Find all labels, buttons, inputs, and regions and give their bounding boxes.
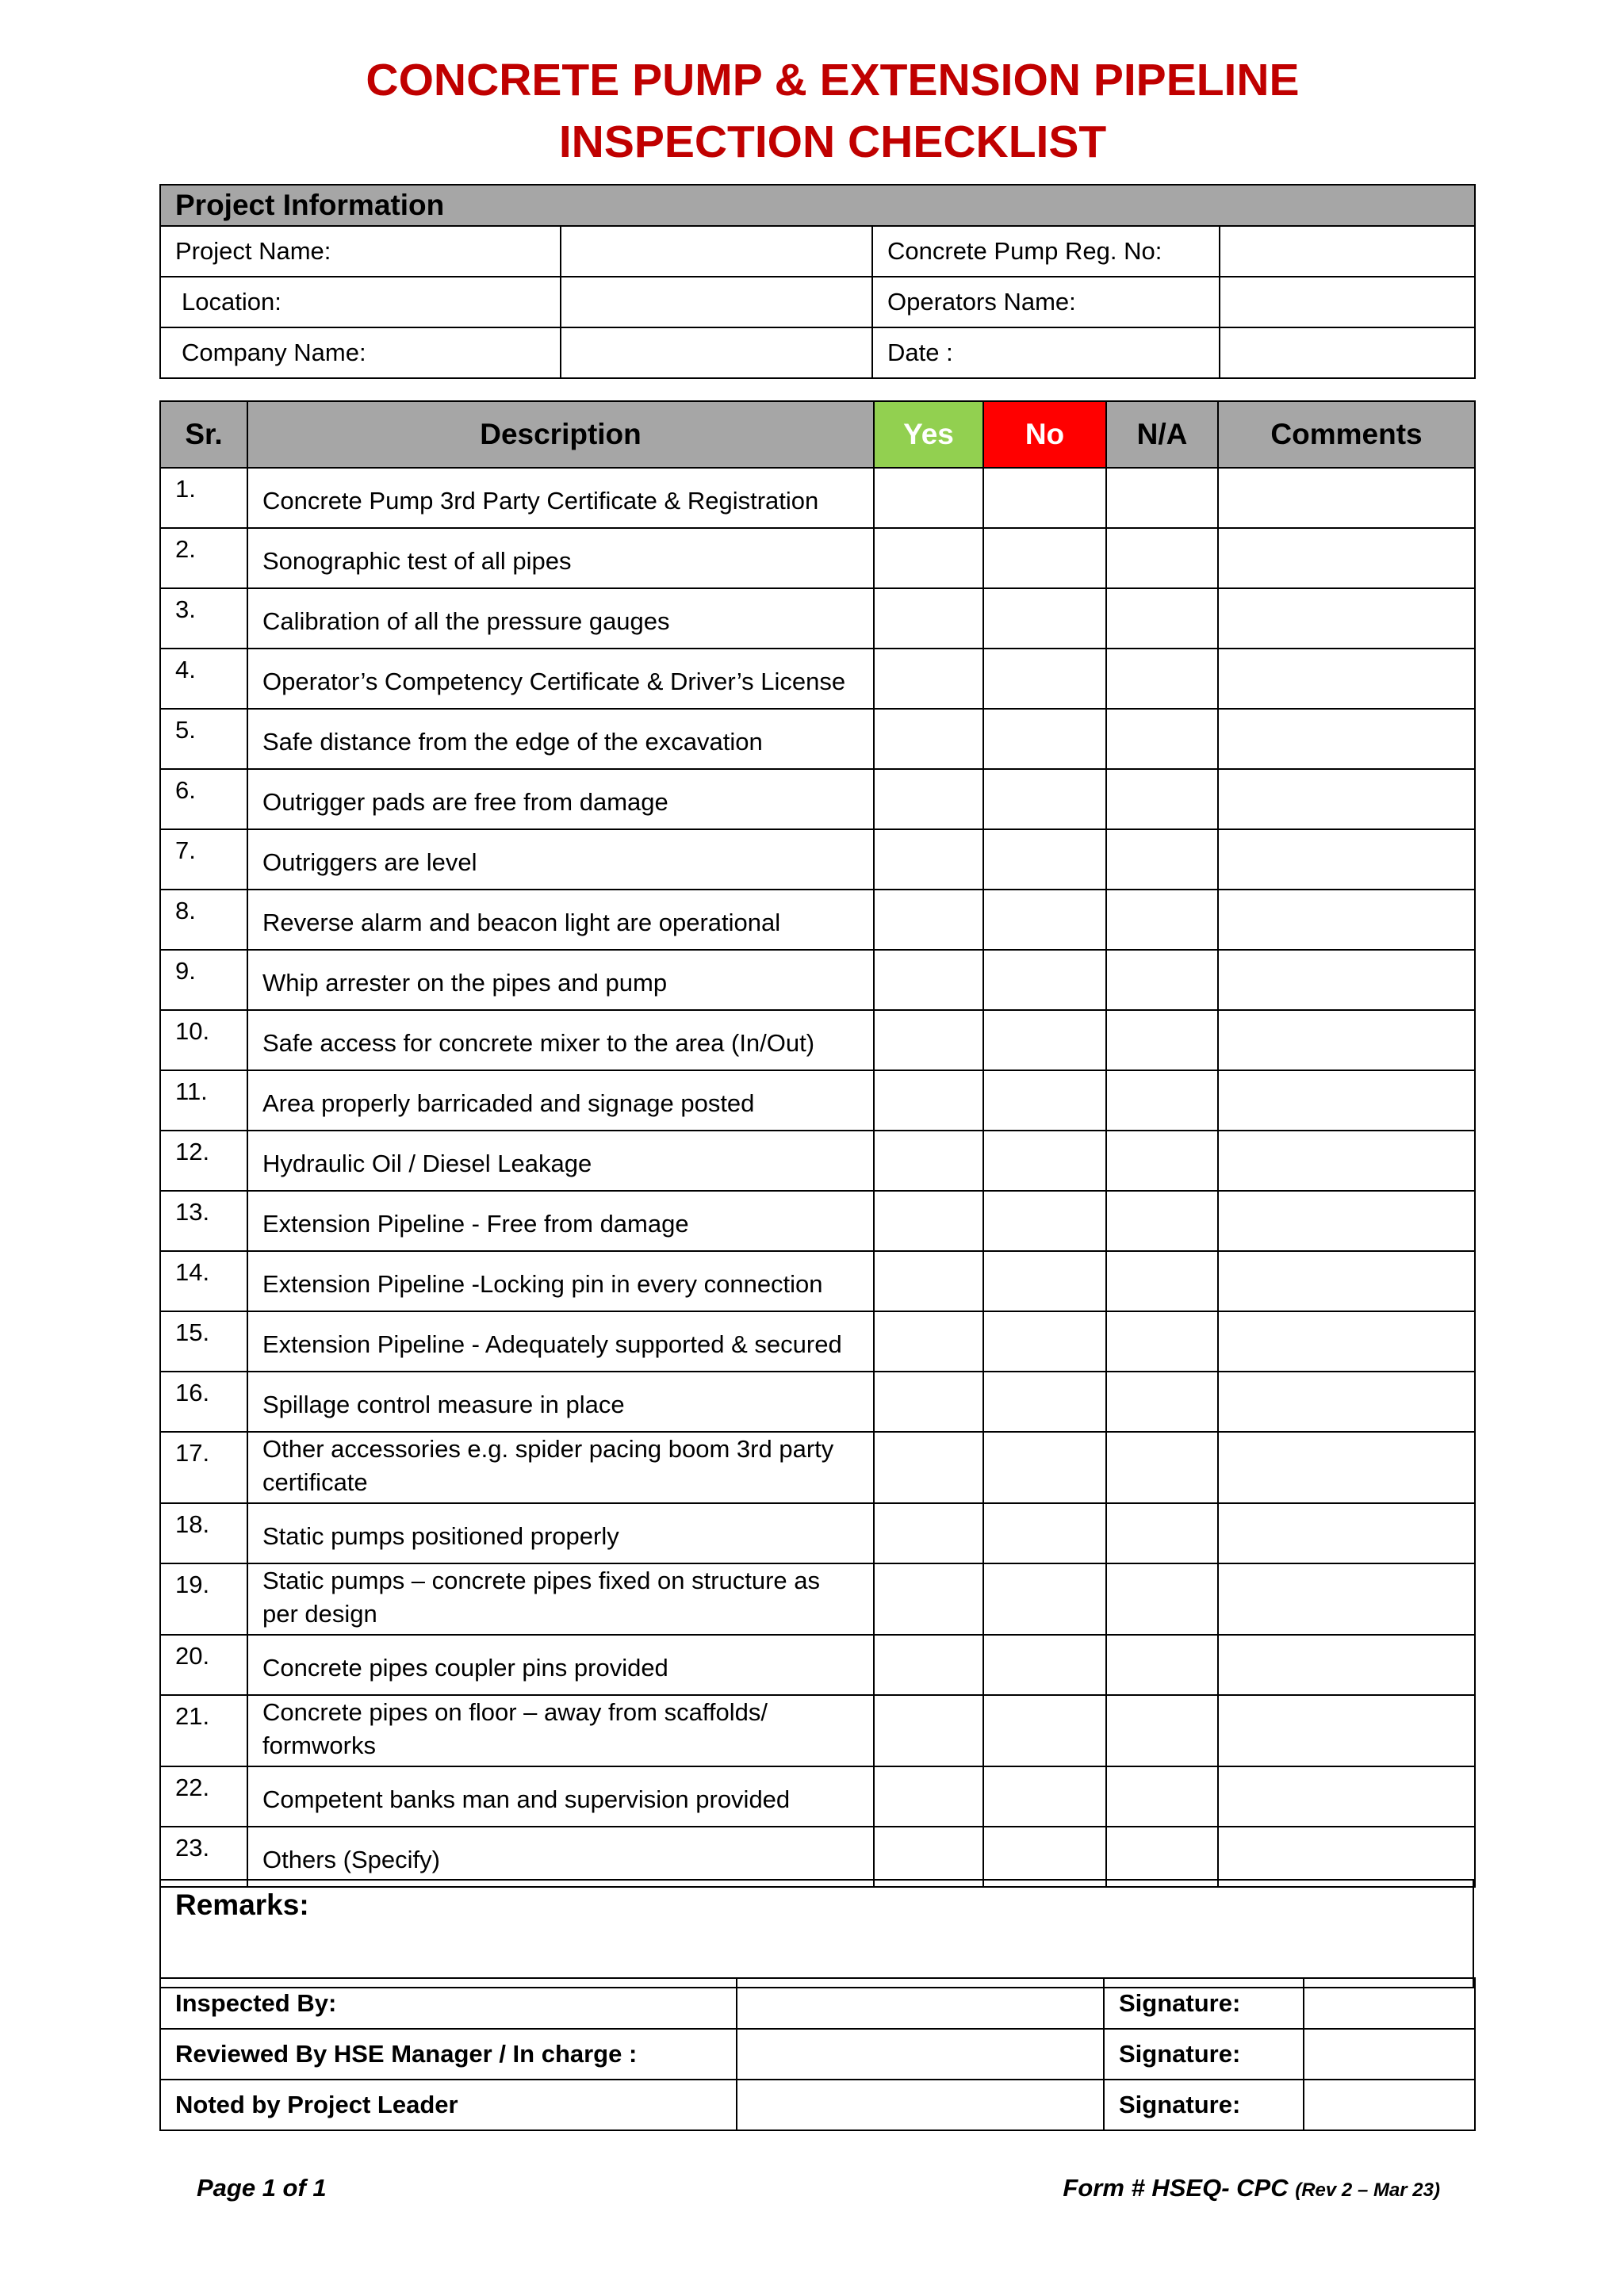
comments-cell[interactable] [1218,1695,1475,1766]
checklist-row [160,649,1475,709]
na-cell[interactable] [1106,1635,1218,1695]
row-number: 14. [160,1251,247,1311]
row-description: Operator’s Competency Certificate & Driver’s License [247,649,874,709]
checklist-row [160,1563,1475,1635]
comments-cell[interactable] [1218,649,1475,709]
yes-cell[interactable] [874,1372,983,1432]
no-cell[interactable] [983,528,1106,588]
yes-cell[interactable] [874,1766,983,1827]
yes-cell[interactable] [874,1695,983,1766]
row-description: Safe access for concrete mixer to the area (In/Out) [247,1010,874,1070]
row-description: Concrete Pump 3rd Party Certificate & Registration [247,468,874,528]
comments-cell[interactable] [1218,1010,1475,1070]
na-cell[interactable] [1106,769,1218,829]
na-cell[interactable] [1106,1010,1218,1070]
comments-cell[interactable] [1218,709,1475,769]
yes-cell[interactable] [874,1635,983,1695]
pump-reg-field[interactable] [1220,226,1475,277]
comments-cell[interactable] [1218,1563,1475,1635]
checklist-row [160,1251,1475,1311]
row-description: Area properly barricaded and signage posted [247,1070,874,1131]
form-code: Form # HSEQ- CPC [1063,2174,1289,2202]
checklist-row [160,1827,1475,1887]
no-cell[interactable] [983,1635,1106,1695]
row-description: Extension Pipeline -Locking pin in every connection [247,1251,874,1311]
sr-header: Sr. [160,401,247,468]
comments-cell[interactable] [1218,1372,1475,1432]
comments-header: Comments [1218,401,1475,468]
row-description: Outrigger pads are free from damage [247,769,874,829]
na-cell[interactable] [1106,950,1218,1010]
checklist-body [160,468,1475,1887]
na-header: N/A [1106,401,1218,468]
na-cell[interactable] [1106,1827,1218,1887]
yes-cell[interactable] [874,1191,983,1251]
na-cell[interactable] [1106,1131,1218,1191]
comments-cell[interactable] [1218,1766,1475,1827]
row-description: Extension Pipeline - Free from damage [247,1191,874,1251]
comments-cell[interactable] [1218,890,1475,950]
row-number: 7. [160,829,247,890]
yes-cell[interactable] [874,1432,983,1503]
description-header: Description [247,401,874,468]
row-number: 21. [160,1695,247,1766]
na-cell[interactable] [1106,1372,1218,1432]
row-description: Other accessories e.g. spider pacing boom 3rd party certificate [247,1432,874,1503]
row-number: 6. [160,769,247,829]
comments-cell[interactable] [1218,1070,1475,1131]
row-description: Safe distance from the edge of the excavation [247,709,874,769]
row-description: Reverse alarm and beacon light are operational [247,890,874,950]
row-description: Static pumps – concrete pipes fixed on structure as per design [247,1563,874,1635]
title-line-2: INSPECTION CHECKLIST [558,117,1107,167]
no-cell[interactable] [983,709,1106,769]
na-cell[interactable] [1106,649,1218,709]
no-cell[interactable] [983,1695,1106,1766]
inspected-by-field[interactable] [737,1978,1104,2029]
noted-signature-label: Signature: [1104,2080,1304,2130]
inspection-checklist-table [159,400,1476,1888]
row-number: 2. [160,528,247,588]
yes-cell[interactable] [874,1131,983,1191]
row-number: 13. [160,1191,247,1251]
row-description: Static pumps positioned properly [247,1503,874,1563]
checklist-row [160,1070,1475,1131]
row-number: 17. [160,1432,247,1503]
comments-cell[interactable] [1218,1251,1475,1311]
row-description: Outriggers are level [247,829,874,890]
yes-cell[interactable] [874,829,983,890]
project-name-label: Project Name: [160,226,561,277]
yes-cell[interactable] [874,468,983,528]
yes-cell[interactable] [874,1503,983,1563]
row-number: 23. [160,1827,247,1887]
yes-cell[interactable] [874,649,983,709]
row-description: Concrete pipes coupler pins provided [247,1635,874,1695]
reviewed-signature-label: Signature: [1104,2029,1304,2080]
comments-cell[interactable] [1218,1635,1475,1695]
no-cell[interactable] [983,1131,1106,1191]
noted-by-label: Noted by Project Leader [160,2080,737,2130]
document-title [0,49,1624,173]
no-cell[interactable] [983,1432,1106,1503]
no-cell[interactable] [983,1503,1106,1563]
row-number: 18. [160,1503,247,1563]
inspected-signature-label: Signature: [1104,1978,1304,2029]
row-number: 1. [160,468,247,528]
project-name-field[interactable] [561,226,872,277]
yes-cell[interactable] [874,1311,983,1372]
signoff-table [159,1977,1476,2131]
no-cell[interactable] [983,950,1106,1010]
no-cell[interactable] [983,649,1106,709]
row-description: Competent banks man and supervision provided [247,1766,874,1827]
checklist-row [160,468,1475,528]
checklist-row [160,588,1475,649]
na-cell[interactable] [1106,1766,1218,1827]
company-name-field[interactable] [561,327,872,378]
checklist-row [160,1010,1475,1070]
noted-by-field[interactable] [737,2080,1104,2130]
checklist-row [160,1432,1475,1503]
row-number: 8. [160,890,247,950]
yes-cell[interactable] [874,1251,983,1311]
date-label: Date : [872,327,1220,378]
checklist-row [160,1635,1475,1695]
na-cell[interactable] [1106,1251,1218,1311]
na-cell[interactable] [1106,709,1218,769]
checklist-row [160,709,1475,769]
na-cell[interactable] [1106,1070,1218,1131]
title-line-1: CONCRETE PUMP & EXTENSION PIPELINE [366,55,1300,105]
checklist-row [160,769,1475,829]
form-revision: (Rev 2 – Mar 23) [1295,2179,1440,2201]
noted-signature-field[interactable] [1304,2080,1475,2130]
checklist-row [160,528,1475,588]
na-cell[interactable] [1106,890,1218,950]
comments-cell[interactable] [1218,829,1475,890]
checklist-row [160,1503,1475,1563]
checklist-row [160,1372,1475,1432]
row-description: Sonographic test of all pipes [247,528,874,588]
row-number: 10. [160,1010,247,1070]
location-label: Location: [160,277,561,327]
location-field[interactable] [561,277,872,327]
company-name-label: Company Name: [160,327,561,378]
row-number: 3. [160,588,247,649]
na-cell[interactable] [1106,1503,1218,1563]
project-information-heading: Project Information [160,185,1475,226]
reviewed-by-field[interactable] [737,2029,1104,2080]
row-number: 9. [160,950,247,1010]
no-cell[interactable] [983,1251,1106,1311]
reviewed-signature-field[interactable] [1304,2029,1475,2080]
inspected-by-label: Inspected By: [160,1978,737,2029]
na-cell[interactable] [1106,1563,1218,1635]
row-description: Hydraulic Oil / Diesel Leakage [247,1131,874,1191]
na-cell[interactable] [1106,829,1218,890]
remarks-table [159,1879,1474,1988]
row-description: Whip arrester on the pipes and pump [247,950,874,1010]
na-cell[interactable] [1106,1432,1218,1503]
checklist-row [160,950,1475,1010]
checklist-row [160,1695,1475,1766]
no-cell[interactable] [983,1766,1106,1827]
pump-reg-label: Concrete Pump Reg. No: [872,226,1220,277]
no-cell[interactable] [983,1070,1106,1131]
row-number: 19. [160,1563,247,1635]
na-cell[interactable] [1106,588,1218,649]
yes-cell[interactable] [874,950,983,1010]
reviewed-by-label: Reviewed By HSE Manager / In charge : [160,2029,737,2080]
comments-cell[interactable] [1218,1827,1475,1887]
row-description: Others (Specify) [247,1827,874,1887]
yes-cell[interactable] [874,769,983,829]
row-number: 4. [160,649,247,709]
comments-cell[interactable] [1218,1131,1475,1191]
yes-cell[interactable] [874,588,983,649]
remarks-box[interactable] [160,1880,1473,1988]
form-number [1063,2174,1440,2202]
no-cell[interactable] [983,1311,1106,1372]
comments-cell[interactable] [1218,1432,1475,1503]
na-cell[interactable] [1106,468,1218,528]
project-information-table [159,184,1476,379]
row-number: 22. [160,1766,247,1827]
row-description: Calibration of all the pressure gauges [247,588,874,649]
yes-cell[interactable] [874,1010,983,1070]
row-description: Spillage control measure in place [247,1372,874,1432]
no-header: No [983,401,1106,468]
yes-cell[interactable] [874,528,983,588]
row-number: 15. [160,1311,247,1372]
yes-cell[interactable] [874,709,983,769]
no-cell[interactable] [983,890,1106,950]
checklist-row [160,890,1475,950]
comments-cell[interactable] [1218,588,1475,649]
row-description: Concrete pipes on floor – away from scaffolds/ formworks [247,1695,874,1766]
na-cell[interactable] [1106,1191,1218,1251]
comments-cell[interactable] [1218,468,1475,528]
remarks-label: Remarks: [175,1888,309,1921]
no-cell[interactable] [983,1372,1106,1432]
na-cell[interactable] [1106,1311,1218,1372]
row-number: 5. [160,709,247,769]
na-cell[interactable] [1106,1695,1218,1766]
comments-cell[interactable] [1218,950,1475,1010]
operator-name-label: Operators Name: [872,277,1220,327]
checklist-row [160,1191,1475,1251]
checklist-row [160,829,1475,890]
no-cell[interactable] [983,1827,1106,1887]
yes-cell[interactable] [874,1827,983,1887]
row-description: Extension Pipeline - Adequately supported & secured [247,1311,874,1372]
no-cell[interactable] [983,1010,1106,1070]
comments-cell[interactable] [1218,769,1475,829]
no-cell[interactable] [983,1563,1106,1635]
date-field[interactable] [1220,327,1475,378]
yes-cell[interactable] [874,1563,983,1635]
row-number: 12. [160,1131,247,1191]
checklist-row [160,1311,1475,1372]
yes-header: Yes [874,401,983,468]
comments-cell[interactable] [1218,1503,1475,1563]
no-cell[interactable] [983,829,1106,890]
no-cell[interactable] [983,468,1106,528]
row-number: 11. [160,1070,247,1131]
comments-cell[interactable] [1218,1191,1475,1251]
no-cell[interactable] [983,1191,1106,1251]
yes-cell[interactable] [874,1070,983,1131]
page-number: Page 1 of 1 [197,2174,327,2202]
inspected-signature-field[interactable] [1304,1978,1475,2029]
comments-cell[interactable] [1218,528,1475,588]
na-cell[interactable] [1106,528,1218,588]
row-number: 16. [160,1372,247,1432]
operator-name-field[interactable] [1220,277,1475,327]
comments-cell[interactable] [1218,1311,1475,1372]
checklist-row [160,1131,1475,1191]
no-cell[interactable] [983,588,1106,649]
no-cell[interactable] [983,769,1106,829]
yes-cell[interactable] [874,890,983,950]
checklist-row [160,1766,1475,1827]
row-number: 20. [160,1635,247,1695]
